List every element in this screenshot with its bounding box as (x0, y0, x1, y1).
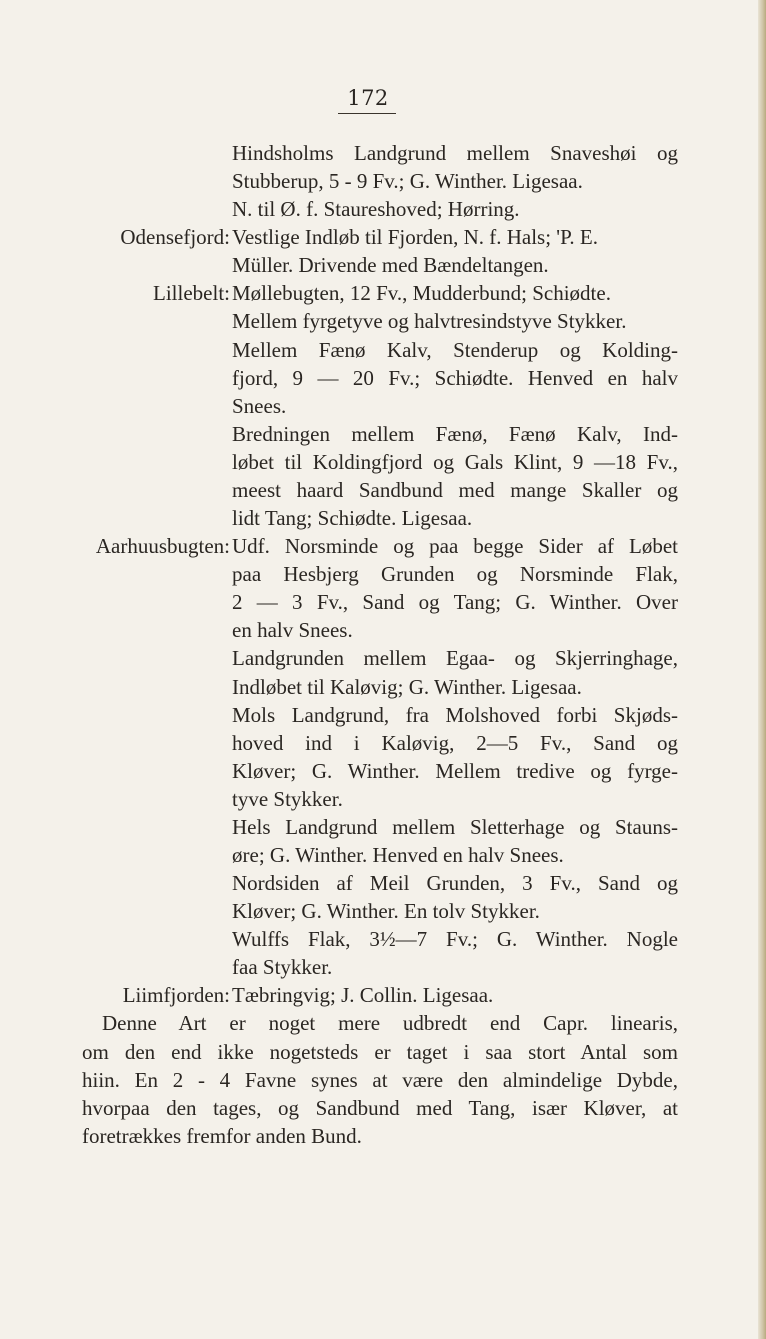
page-number-rule (338, 113, 396, 114)
entry-line: Hels Landgrund mellem Sletterhage og Stauns- (232, 815, 678, 839)
entry-line: øre; G. Winther. Henved en halv Snees. (232, 843, 564, 867)
entry-line: Mellem Fænø Kalv, Stenderup og Kolding- (232, 338, 678, 362)
entry-line: fjord, 9 — 20 Fv.; Schiødte. Henved en halv (232, 366, 678, 390)
paragraph-line: Denne Art er noget mere udbredt end Capr. linearis, (102, 1011, 678, 1035)
entry-line: Vestlige Indløb til Fjorden, N. f. Hals; 'P. E. (232, 225, 599, 249)
entry-line: Bredningen mellem Fænø, Fænø Kalv, Ind- (232, 422, 678, 446)
entry-line: N. til Ø. f. Staureshoved; Hørring. (232, 197, 520, 221)
entry-line: paa Hesbjerg Grunden og Norsminde Flak, (232, 562, 678, 586)
entry-line: Nordsiden af Meil Grunden, 3 Fv., Sand og (232, 871, 678, 895)
entry-line: Mols Landgrund, fra Molshoved forbi Skjøds- (232, 703, 678, 727)
entry-line: Indløbet til Kaløvig; G. Winther. Ligesaa. (232, 675, 582, 699)
page-edge (758, 0, 766, 1339)
entry-line: Udf. Norsminde og paa begge Sider af Løbet (232, 534, 678, 558)
entry-line: lidt Tang; Schiødte. Ligesaa. (232, 506, 473, 530)
locality-label: Odensefjord: (120, 225, 230, 249)
entry-line: Møllebugten, 12 Fv., Mudderbund; Schiødte. (232, 281, 611, 305)
entry-line: Stubberup, 5 - 9 Fv.; G. Winther. Ligesaa. (232, 169, 583, 193)
locality-label: Liimfjorden: (122, 983, 230, 1007)
entry-line: en halv Snees. (232, 618, 353, 642)
entry-line: 2 — 3 Fv., Sand og Tang; G. Winther. Over (232, 590, 678, 614)
paragraph-line: om den end ikke nogetsteds er taget i saa stort Antal som (82, 1040, 678, 1064)
paragraph-line: hvorpaa den tages, og Sandbund med Tang, især Kløver, at (82, 1096, 678, 1120)
entry-line: Snees. (232, 394, 287, 418)
entry-line: Tæbringvig; J. Collin. Ligesaa. (232, 983, 494, 1007)
paragraph-line: foretrækkes fremfor anden Bund. (82, 1124, 362, 1148)
entry-line: Hindsholms Landgrund mellem Snaveshøi og (232, 141, 678, 165)
entry-line: Wulffs Flak, 3½—7 Fv.; G. Winther. Nogle (232, 927, 678, 951)
entry-line: faa Stykker. (232, 955, 333, 979)
paragraph-line: hiin. En 2 - 4 Favne synes at være den almindelige Dybde, (82, 1068, 678, 1092)
entry-line: hoved ind i Kaløvig, 2—5 Fv., Sand og (232, 731, 678, 755)
entry-line: løbet til Koldingfjord og Gals Klint, 9 —18 Fv., (232, 450, 678, 474)
entry-line: tyve Stykker. (232, 787, 343, 811)
entry-line: Kløver; G. Winther. En tolv Stykker. (232, 899, 540, 923)
locality-label: Lillebelt: (153, 281, 230, 305)
entry-line: meest haard Sandbund med mange Skaller og (232, 478, 678, 502)
entry-line: Müller. Drivende med Bændeltangen. (232, 253, 549, 277)
entry-line: Mellem fyrgetyve og halvtresindstyve Stykker. (232, 309, 627, 333)
page-number: 172 (347, 86, 389, 110)
locality-label: Aarhuusbugten: (95, 534, 230, 558)
entry-line: Landgrunden mellem Egaa- og Skjerringhage, (232, 646, 678, 670)
entry-line: Kløver; G. Winther. Mellem tredive og fyrge- (232, 759, 678, 783)
